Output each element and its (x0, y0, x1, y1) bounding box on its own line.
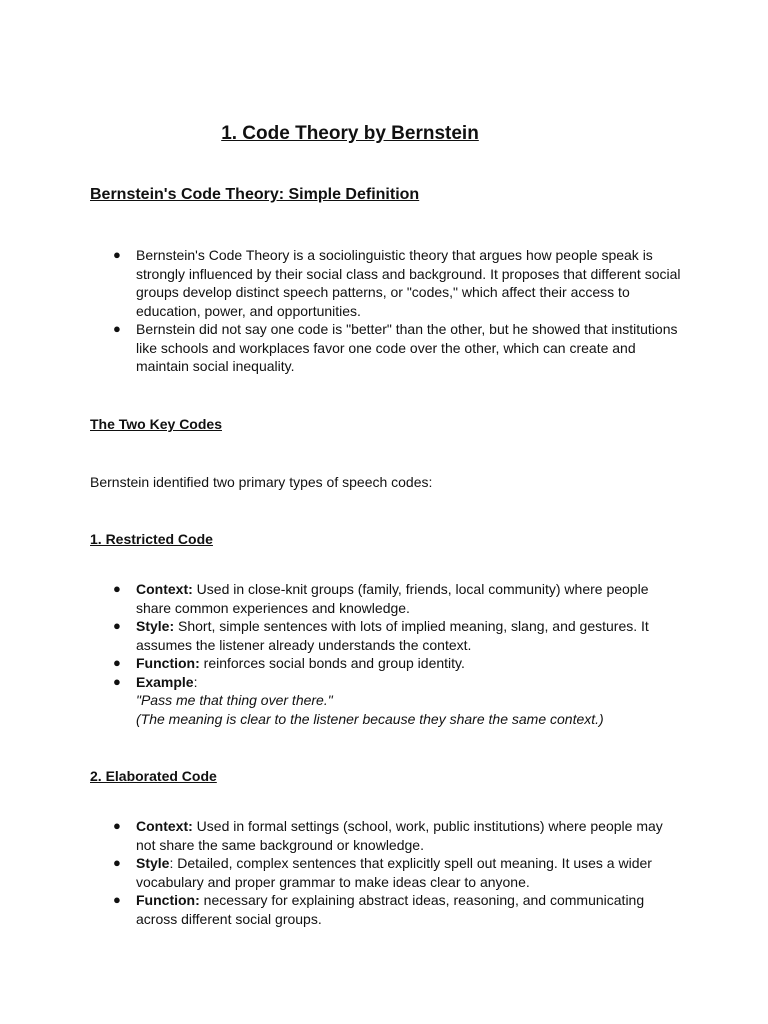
definition-heading: Bernstein's Code Theory: Simple Definition (90, 186, 420, 203)
definition-bullet-text: Bernstein's Code Theory is a sociolinguistic theory that argues how people speak is strongly influenced by their social class and background. It proposes that different social groups develop distinct speech patterns, or "codes," which affect their access to education, power, and opportunities. (136, 247, 681, 319)
list-item (0, 580, 768, 617)
bullet-icon: ● (113, 855, 121, 870)
bullet-icon: ● (113, 655, 121, 670)
definition-list (0, 246, 768, 376)
list-item (0, 891, 768, 928)
bullet-icon: ● (113, 673, 121, 689)
example-label: Example (136, 673, 194, 690)
context-label: Context: (136, 581, 193, 597)
list-item (0, 320, 768, 376)
example-colon: : (193, 673, 198, 690)
list-item (0, 817, 768, 854)
bullet-icon: ● (113, 581, 121, 596)
list-item (0, 246, 768, 320)
style-label: Style (136, 855, 170, 871)
function-label: Function: (136, 655, 200, 671)
example-note: (The meaning is clear to the listener because they share the same context.) (136, 710, 604, 727)
restricted-code-list (0, 580, 768, 728)
document-title: 1. Code Theory by Bernstein (221, 123, 479, 144)
function-text: reinforces social bonds and group identity. (199, 655, 465, 671)
elaborated-code-heading: 2. Elaborated Code (90, 768, 217, 784)
example-quote: "Pass me that thing over there." (136, 692, 333, 708)
bullet-icon: ● (113, 818, 121, 833)
context-text: Used in close-knit groups (family, friends, local community) where people share common experiences and knowledge. (136, 581, 649, 616)
bullet-icon: ● (113, 618, 121, 633)
context-text: Used in formal settings (school, work, public institutions) where people may not share the same background or knowledge. (136, 818, 663, 853)
list-item (0, 654, 768, 673)
two-codes-intro: Bernstein identified two primary types of speech codes: (90, 474, 433, 490)
restricted-code-heading: 1. Restricted Code (90, 531, 213, 547)
two-codes-heading: The Two Key Codes (90, 416, 222, 432)
style-text: : Detailed, complex sentences that explicitly spell out meaning. It uses a wider vocabulary and proper grammar to make ideas clear to anyone. (136, 855, 652, 890)
style-label: Style: (136, 618, 175, 634)
context-label: Context: (136, 818, 193, 834)
function-text: necessary for explaining abstract ideas, reasoning, and communicating across different social groups. (136, 892, 645, 927)
definition-bullet-text: Bernstein did not say one code is "better" than the other, but he showed that institutions like schools and workplaces favor one code over the other, which can create and maintain social inequality. (136, 321, 678, 374)
list-item (0, 854, 768, 891)
bullet-icon: ● (113, 321, 121, 336)
bullet-icon: ● (113, 892, 121, 907)
bullet-icon: ● (113, 247, 121, 262)
elaborated-code-list (0, 817, 768, 928)
function-label: Function: (136, 892, 200, 908)
list-item (0, 673, 768, 729)
list-item (0, 617, 768, 654)
style-text: Short, simple sentences with lots of implied meaning, slang, and gestures. It assumes the listener already understands the context. (136, 618, 649, 653)
